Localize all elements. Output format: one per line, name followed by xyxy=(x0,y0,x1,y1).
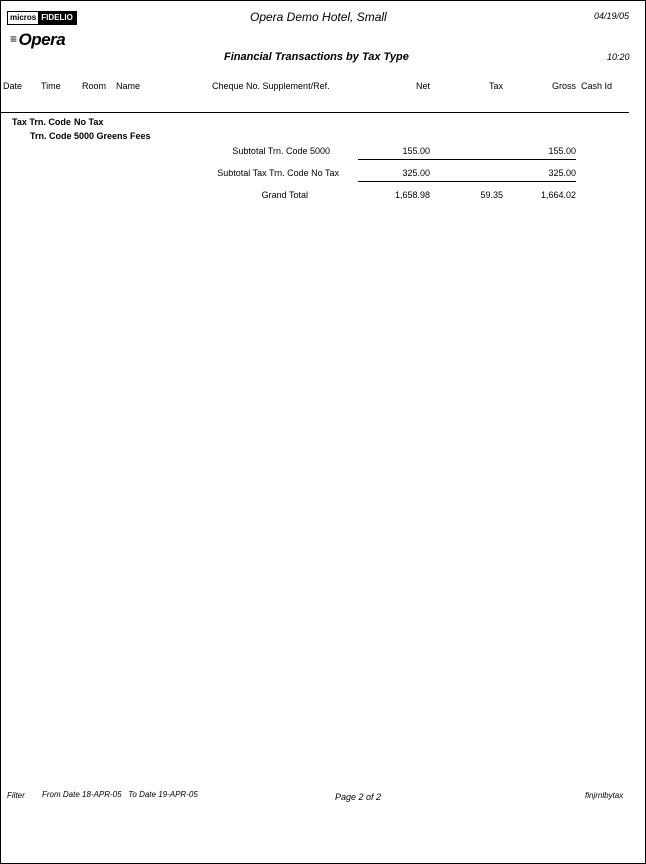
logo-fidelio-text: FIDELIO xyxy=(38,12,76,24)
opera-logo xyxy=(10,30,65,50)
filter-label: Filter xyxy=(7,791,25,800)
subtotal-net: 325.00 xyxy=(402,168,430,178)
report-title: Financial Transactions by Tax Type xyxy=(224,51,409,63)
hotel-name: Opera Demo Hotel, Small xyxy=(250,10,387,24)
grand-total-label: Grand Total xyxy=(261,190,308,200)
subtotal-rule xyxy=(358,181,576,182)
col-room: Room xyxy=(82,81,107,91)
col-tax: Tax xyxy=(488,81,503,91)
grand-total-gross: 1,664.02 xyxy=(540,190,576,200)
grand-total-net: 1,658.98 xyxy=(394,190,430,200)
col-net: Net xyxy=(415,81,430,91)
report-id: finjrnlbytax xyxy=(585,791,624,800)
tax-code-value: No Tax xyxy=(74,117,104,127)
page-number: Page 2 of 2 xyxy=(335,792,382,802)
col-cheque-supplement: Cheque No. Supplement/Ref. xyxy=(212,81,330,91)
grand-total-tax: 59.35 xyxy=(480,190,503,200)
tax-code-label: Tax Trn. Code xyxy=(12,117,71,127)
filter-value: From Date 18-APR-05 To Date 19-APR-05 xyxy=(42,790,198,799)
opera-swoosh-icon: ≡ xyxy=(10,32,17,46)
subtotal-label: Subtotal Trn. Code 5000 xyxy=(232,146,330,156)
opera-logo-text: Opera xyxy=(18,30,66,49)
subtotal-label: Subtotal Tax Trn. Code No Tax xyxy=(217,168,339,178)
subtotal-gross: 325.00 xyxy=(548,168,576,178)
trn-code-label: Trn. Code xyxy=(30,131,72,141)
header-divider xyxy=(0,112,629,113)
subtotal-gross: 155.00 xyxy=(548,146,576,156)
report-date: 04/19/05 xyxy=(594,11,630,21)
col-gross: Gross xyxy=(551,81,576,91)
subtotal-net: 155.00 xyxy=(402,146,430,156)
trn-code-value: 5000 Greens Fees xyxy=(74,131,151,141)
col-cash-id: Cash Id xyxy=(581,81,613,91)
logo-micros-text: micros xyxy=(10,13,37,22)
col-name: Name xyxy=(116,81,141,91)
report-time: 10:20 xyxy=(607,52,630,62)
micros-fidelio-logo xyxy=(7,11,77,25)
col-date: Date xyxy=(3,81,23,91)
col-time: Time xyxy=(41,81,61,91)
subtotal-rule xyxy=(358,159,576,160)
